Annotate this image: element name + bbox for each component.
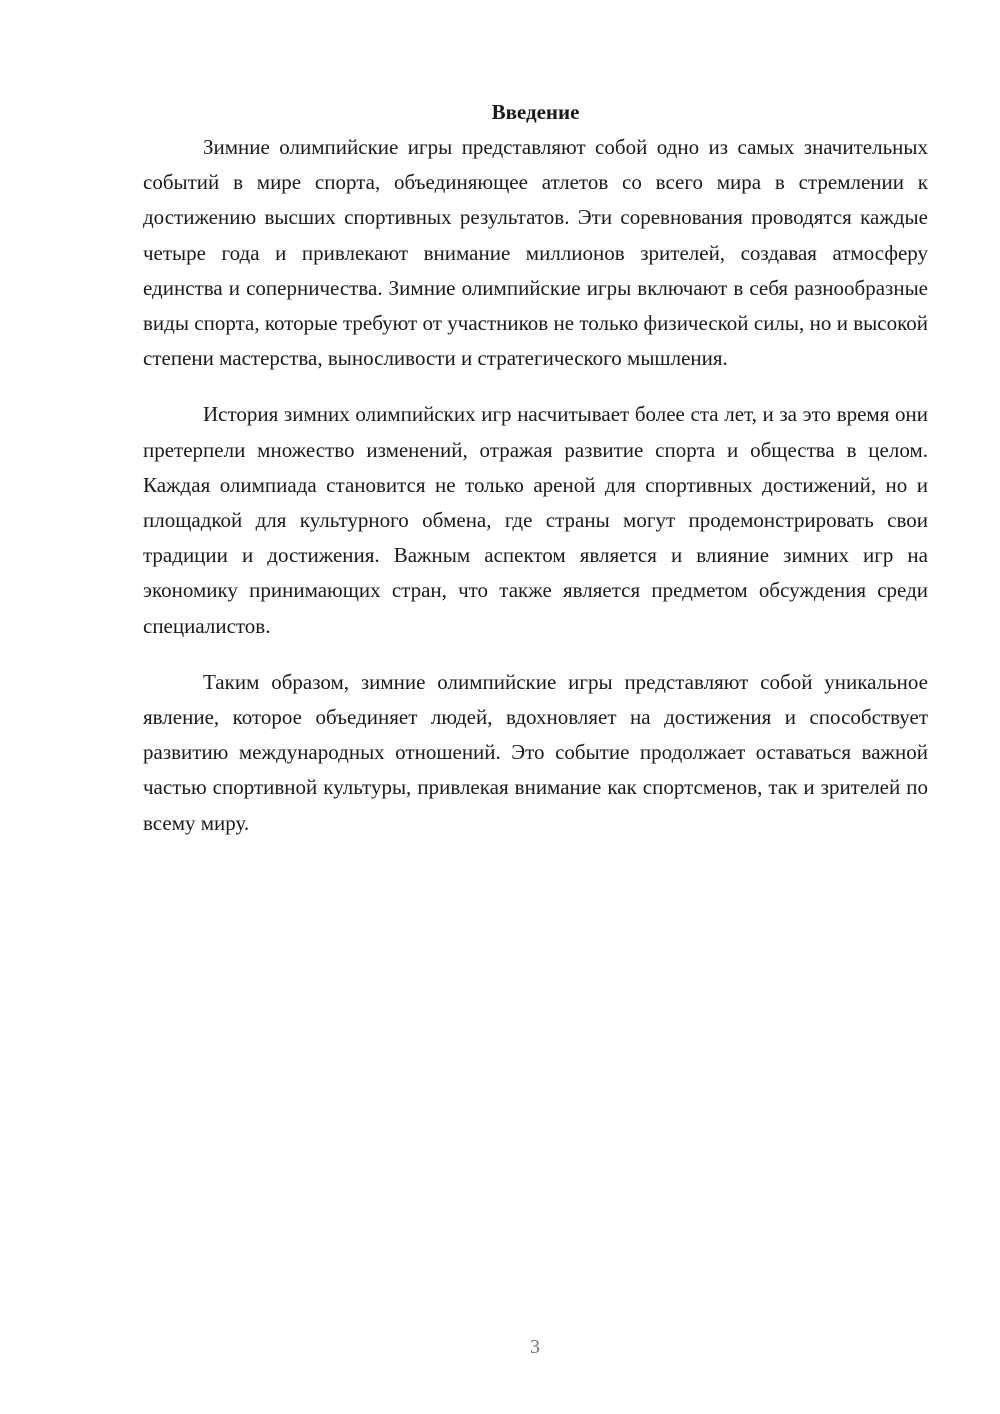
section-title: Введение [491,100,580,124]
paragraph-1: Зимние олимпийские игры представляют собой одно из самых значительных событий в мире спорта, объединяющее атлетов со всего мира в стремлении к достижению высших спортивных результатов. Эти соревнования проводятся каждые четыре года и привлекают внимание миллионов зрителей, создавая атмосферу единства и соперничества. Зимние олимпийские игры включают в себя разнообразные виды спорта, которые требуют от участников не только физической силы, но и высокой степени мастерства, выносливости и стратегического мышления. [143,135,928,371]
paragraph-2: История зимних олимпийских игр насчитывает более ста лет, и за это время они претерпели множество изменений, отражая развитие спорта и общества в целом. Каждая олимпиада становится не только ареной для спортивных достижений, но и площадкой для культурного обмена, где страны могут продемонстрировать свои традиции и достижения. Важным аспектом является и влияние зимних игр на экономику принимающих стран, что также является предметом обсуждения среди специалистов. [143,402,928,638]
page-content [143,97,928,841]
paragraph-3: Таким образом, зимние олимпийские игры представляют собой уникальное явление, которое объединяет людей, вдохновляет на достижения и способствует развитию международных отношений. Это событие продолжает оставаться важной частью спортивной культуры, привлекая внимание как спортсменов, так и зрителей по всему миру. [143,669,928,835]
page-number: 3 [530,1336,540,1358]
